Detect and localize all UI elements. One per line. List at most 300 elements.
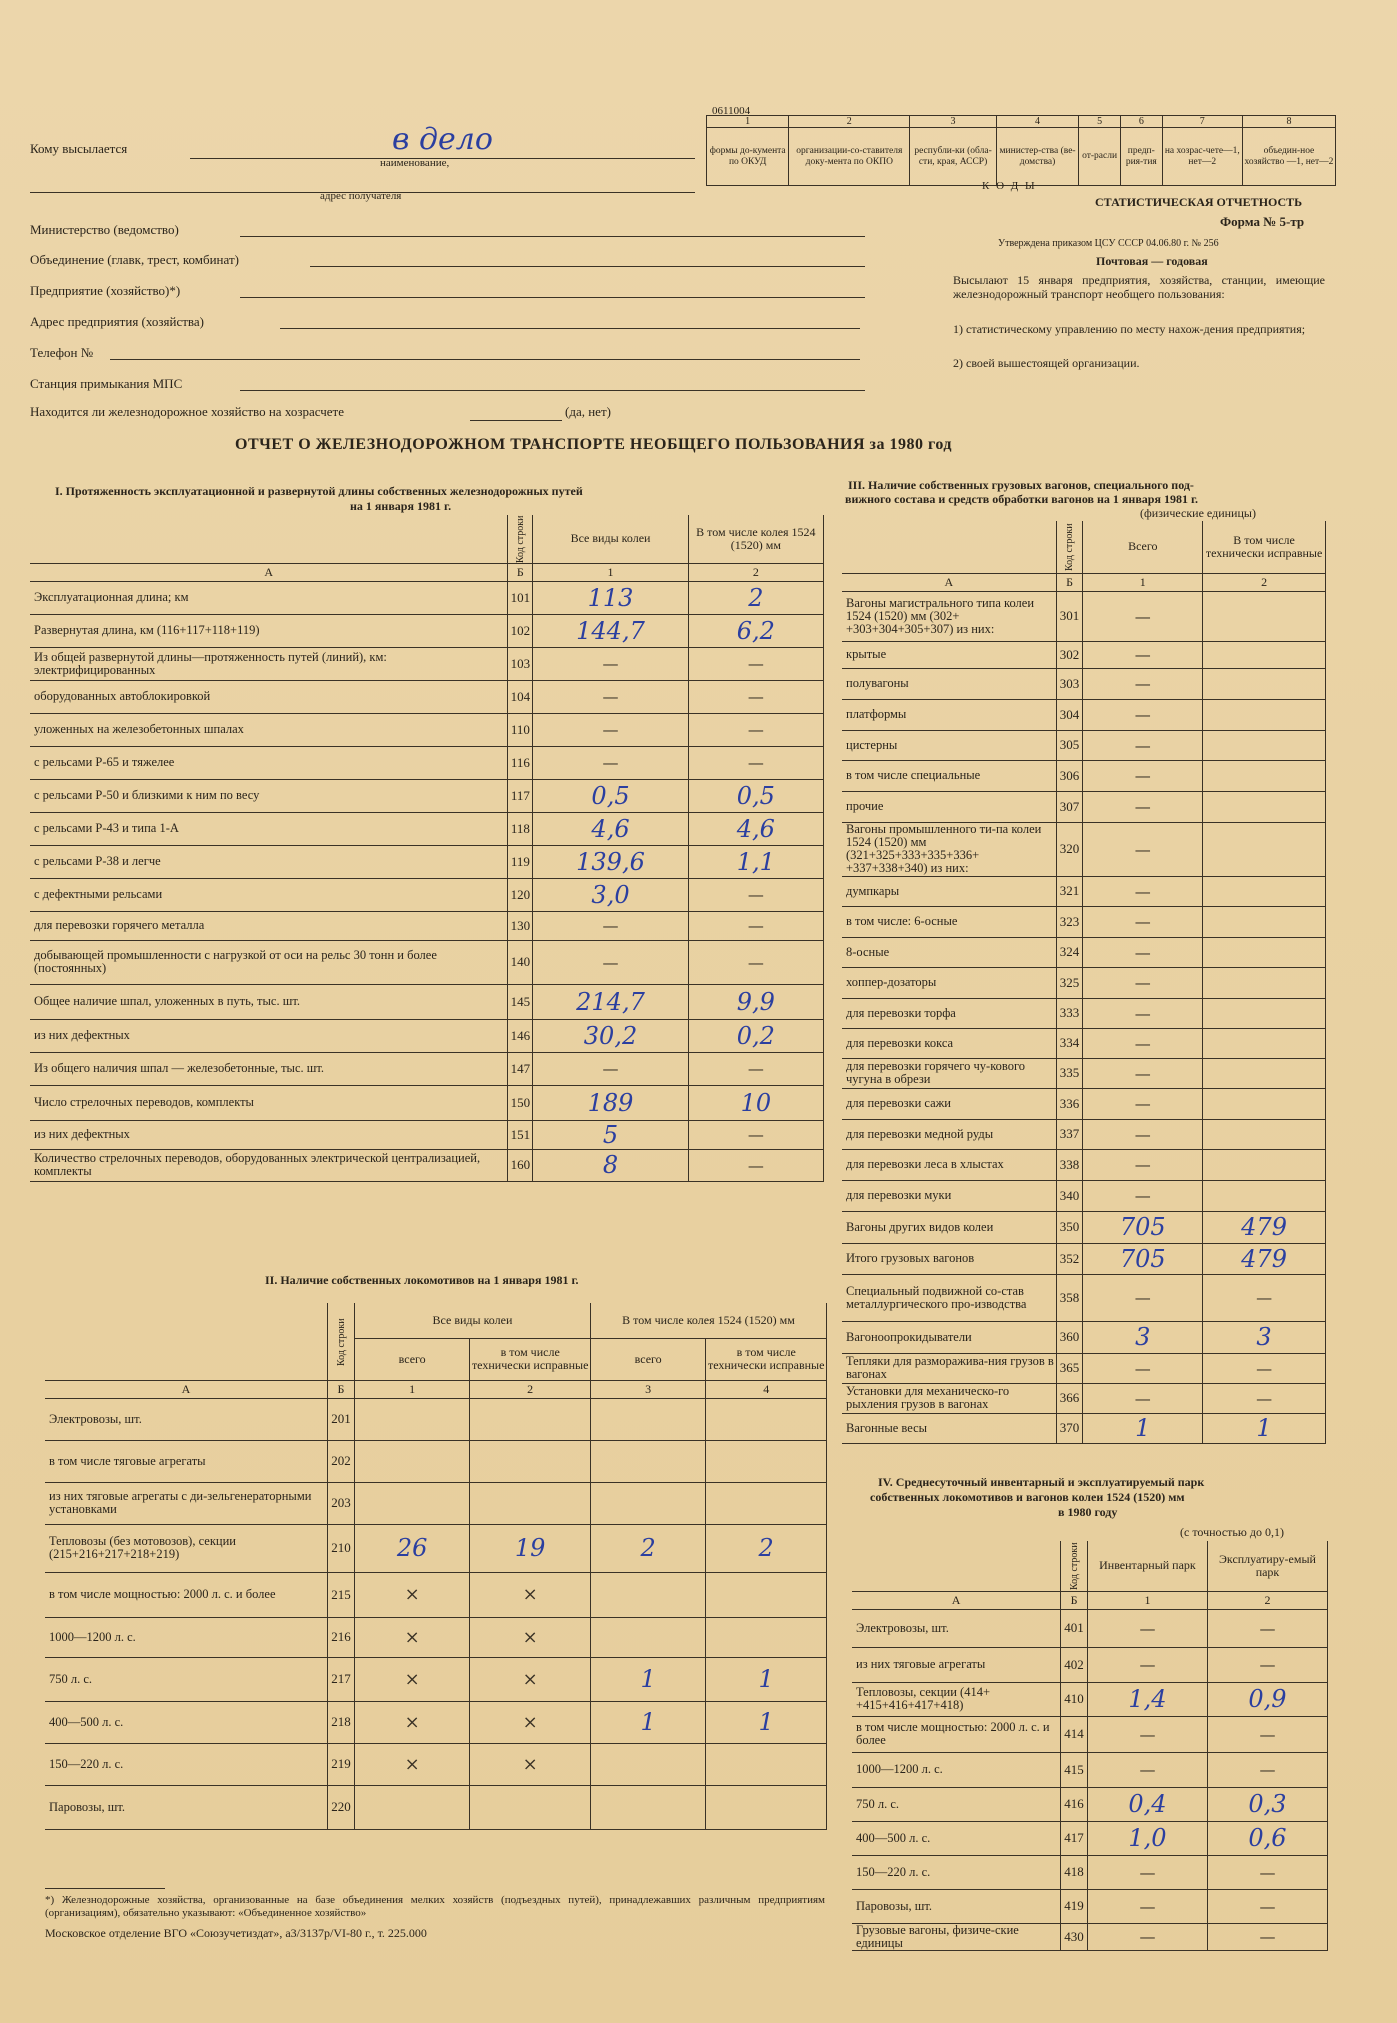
row-value-1-text: —	[1134, 973, 1151, 992]
row-value-1-text: —	[1134, 1033, 1151, 1053]
row-value-1-text: —	[1134, 912, 1151, 931]
row-value-1	[1087, 1647, 1207, 1682]
row-value-3	[590, 1785, 705, 1829]
row-value-1	[1083, 1211, 1203, 1243]
table-row	[30, 614, 824, 647]
row-value-2-text: ×	[522, 1711, 538, 1733]
row-code: 220	[328, 1785, 355, 1829]
row-code: 160	[508, 1149, 533, 1181]
row-value-4	[706, 1701, 827, 1743]
row-value-2	[470, 1701, 591, 1743]
row-label: Количество стрелочных переводов, оборудованных электрической централизацией, комплекты	[30, 1149, 508, 1181]
code-col-num: 2	[789, 116, 910, 128]
table-row	[842, 1180, 1326, 1211]
field-label: Станция примыкания МПС	[30, 376, 183, 391]
table-row	[842, 998, 1326, 1028]
row-code: 402	[1061, 1647, 1088, 1682]
row-value-3	[590, 1743, 705, 1785]
row-label: Электровозы, шт.	[45, 1398, 328, 1440]
field-line	[240, 297, 865, 298]
row-label: Из общей развернутой длины—протяженность путей (линий), км: электрифицированных	[30, 647, 508, 680]
row-value-2	[688, 581, 823, 614]
table-row	[45, 1657, 827, 1701]
row-code: 116	[508, 746, 533, 779]
row-value-1	[533, 878, 688, 911]
table-row	[842, 1028, 1326, 1058]
row-value-4	[706, 1785, 827, 1829]
row-value-1-text: 1,4	[1128, 1685, 1167, 1713]
row-value-3	[590, 1617, 705, 1657]
s4-title-l3: в 1980 году	[1058, 1505, 1118, 1519]
table-row	[45, 1398, 827, 1440]
row-label: из них дефектных	[30, 1019, 508, 1052]
row-value-1	[354, 1440, 469, 1482]
table-row	[30, 1149, 824, 1181]
section4-table	[852, 1541, 1328, 1951]
row-code: 358	[1056, 1274, 1083, 1321]
row-value-1-text: —	[1134, 735, 1151, 755]
table-row	[842, 1321, 1326, 1353]
row-value-1	[533, 940, 688, 984]
row-value-1-text: —	[1139, 1618, 1156, 1638]
table-row	[45, 1701, 827, 1743]
row-value-1	[1083, 791, 1203, 822]
row-code: 145	[508, 984, 533, 1019]
sub-total-header: всего	[354, 1338, 469, 1380]
row-label: оборудованных автоблокировкой	[30, 680, 508, 713]
row-code: 419	[1061, 1889, 1088, 1923]
selfaccounting-label: Находится ли железнодорожное хозяйство на хозрасчете	[30, 404, 344, 419]
row-value-4-text: 1	[758, 1665, 774, 1693]
row-code: 102	[508, 614, 533, 647]
s4-title-l2: собственных локомотивов и вагонов колеи 1524 (1520) мм	[870, 1490, 1185, 1504]
table-row	[30, 581, 824, 614]
table-row	[842, 1413, 1326, 1443]
row-value-1	[1087, 1752, 1207, 1787]
row-value-4	[706, 1524, 827, 1572]
row-label: Паровозы, шт.	[852, 1889, 1061, 1923]
col-code-header: Код строки	[1061, 1541, 1088, 1591]
row-value-1	[1087, 1923, 1207, 1950]
table-row	[842, 1211, 1326, 1243]
row-value-1-text: 113	[587, 583, 634, 612]
table-row	[45, 1482, 827, 1524]
row-value-2	[1203, 760, 1326, 791]
col2-header: Эксплуатиру-емый парк	[1207, 1541, 1327, 1591]
row-value-1-text: —	[602, 654, 619, 674]
recipient-label: Кому высылается	[30, 141, 128, 156]
row-value-1-text: ×	[404, 1626, 420, 1648]
table-row	[842, 1058, 1326, 1088]
row-code: 306	[1056, 760, 1083, 791]
row-value-1	[354, 1785, 469, 1829]
row-value-2	[470, 1785, 591, 1829]
row-code: 370	[1056, 1413, 1083, 1443]
section1-table	[30, 515, 824, 1182]
row-value-2	[1207, 1647, 1327, 1682]
row-value-2	[688, 680, 823, 713]
idx-1: 1	[1083, 573, 1203, 591]
row-label: в том числе мощностью: 2000 л. с. и более	[852, 1716, 1061, 1752]
row-code: 321	[1056, 876, 1083, 906]
row-code: 320	[1056, 822, 1083, 876]
row-label: 150—220 л. с.	[45, 1743, 328, 1785]
row-value-2	[1203, 822, 1326, 876]
row-label: 8-осные	[842, 937, 1056, 967]
row-value-2	[1203, 998, 1326, 1028]
code-col-num: 7	[1162, 116, 1242, 128]
field-line	[310, 266, 865, 267]
row-value-3-text: 1	[640, 1708, 656, 1736]
row-value-2	[1203, 668, 1326, 699]
row-value-1-text: —	[602, 916, 619, 936]
row-value-1	[354, 1524, 469, 1572]
row-value-2-text: —	[747, 916, 764, 936]
row-value-2-text: 0,3	[1248, 1790, 1287, 1818]
row-label: 1000—1200 л. с.	[45, 1617, 328, 1657]
row-value-1	[354, 1701, 469, 1743]
row-value-1-text: —	[602, 687, 619, 707]
row-value-1-text: —	[1134, 1155, 1151, 1174]
s3-unit: (физические единицы)	[1140, 506, 1256, 520]
row-code: 350	[1056, 1211, 1083, 1243]
row-value-2-text: —	[747, 1125, 764, 1145]
row-label: в том числе мощностью: 2000 л. с. и более	[45, 1572, 328, 1617]
code-col-text: республи-ки (обла-сти, края, АССР)	[910, 128, 997, 186]
col1-header: Все виды колеи	[533, 515, 688, 563]
row-value-1	[1083, 998, 1203, 1028]
row-code: 217	[328, 1657, 355, 1701]
code-col-text: организации-со-ставителя доку-мента по ОКПО	[789, 128, 910, 186]
col1-header: Инвентарный парк	[1087, 1541, 1207, 1591]
row-value-2-text: 479	[1241, 1213, 1287, 1241]
row-code: 360	[1056, 1321, 1083, 1353]
row-value-2	[1207, 1716, 1327, 1752]
row-label: 1000—1200 л. с.	[852, 1752, 1061, 1787]
table-row	[842, 1353, 1326, 1383]
idx-1: 1	[533, 563, 688, 581]
row-value-1-text: —	[602, 952, 619, 972]
row-value-2-text: —	[1259, 1655, 1276, 1674]
code-col-num: 6	[1120, 116, 1162, 128]
table-row	[842, 1149, 1326, 1180]
row-value-1	[533, 1052, 688, 1085]
field-label: Объединение (главк, трест, комбинат)	[30, 252, 239, 267]
row-value-1-text: —	[1134, 1124, 1151, 1144]
row-value-2	[1203, 1353, 1326, 1383]
row-value-1-text: —	[602, 720, 619, 740]
row-code: 130	[508, 911, 533, 940]
row-label: хоппер-дозаторы	[842, 967, 1056, 998]
row-value-1	[533, 911, 688, 940]
sub-ok-header: в том числе технически исправные	[470, 1338, 591, 1380]
group2-header: В том числе колея 1524 (1520) мм	[590, 1303, 826, 1338]
row-value-3	[590, 1657, 705, 1701]
s1-title-l1: I. Протяженность эксплуатационной и развернутой длины собственных железнодорожных путей	[55, 484, 583, 498]
row-label: из них дефектных	[30, 1120, 508, 1149]
table-row	[30, 878, 824, 911]
row-value-1	[1083, 1088, 1203, 1119]
row-value-1	[1087, 1889, 1207, 1923]
row-code: 303	[1056, 668, 1083, 699]
row-value-1	[533, 680, 688, 713]
row-code: 201	[328, 1398, 355, 1440]
row-value-1	[533, 845, 688, 878]
recipient-value: в дело	[392, 122, 493, 157]
row-value-1-text: —	[1134, 942, 1151, 962]
row-code: 119	[508, 845, 533, 878]
row-value-2-text: —	[747, 753, 764, 773]
row-value-1	[533, 1019, 688, 1052]
table-row	[45, 1524, 827, 1572]
row-label: с рельсами Р-43 и типа 1-А	[30, 812, 508, 845]
row-value-2-text: 479	[1241, 1244, 1287, 1273]
row-value-2	[1203, 1243, 1326, 1274]
row-value-2-text: 0,6	[1248, 1824, 1287, 1852]
table-row	[842, 591, 1326, 641]
code-col-text: предп-рия-тия	[1120, 128, 1162, 186]
col1-header: Всего	[1083, 521, 1203, 573]
section3-table	[842, 521, 1326, 1444]
row-label: Из общего наличия шпал — железобетонные, тыс. шт.	[30, 1052, 508, 1085]
row-code: 366	[1056, 1383, 1083, 1413]
row-label: для перевозки сажи	[842, 1088, 1056, 1119]
s3-title-l2: вижного состава и средств обработки вагонов на 1 января 1981 г.	[845, 492, 1199, 506]
row-code: 338	[1056, 1149, 1083, 1180]
row-value-1-text: ×	[404, 1584, 420, 1605]
row-value-2-text: —	[747, 885, 764, 905]
table-row	[842, 760, 1326, 791]
row-value-2	[688, 1149, 823, 1181]
s4-title-l1: IV. Среднесуточный инвентарный и эксплуатируемый парк	[878, 1475, 1205, 1489]
row-label: Тепловозы, секции (414+ +415+416+417+418)	[852, 1682, 1061, 1716]
row-value-2	[1203, 1413, 1326, 1443]
row-code: 101	[508, 581, 533, 614]
row-label: в том числе тяговые агрегаты	[45, 1440, 328, 1482]
field-line	[240, 390, 865, 391]
row-value-1-text: 214,7	[576, 987, 645, 1016]
idx-0: А	[45, 1380, 328, 1398]
row-value-2	[1203, 641, 1326, 668]
idx-b: Б	[1056, 573, 1083, 591]
table-row	[30, 1085, 824, 1120]
code-col-num: 1	[707, 116, 789, 128]
row-value-1-text: 144,7	[576, 616, 645, 645]
row-value-2	[688, 1052, 823, 1085]
table-row	[842, 641, 1326, 668]
table-row	[30, 940, 824, 984]
table-row	[30, 984, 824, 1019]
table-row	[30, 911, 824, 940]
row-value-2-text: 1	[1256, 1414, 1272, 1442]
table-row	[852, 1821, 1328, 1855]
s2-title: II. Наличие собственных локомотивов на 1 января 1981 г.	[265, 1273, 579, 1287]
row-value-2-text: 0,2	[736, 1021, 775, 1050]
row-value-2-text: 4,6	[736, 814, 775, 843]
row-code: 151	[508, 1120, 533, 1149]
row-label: Специальный подвижной со-став металлургического про-изводства	[842, 1274, 1056, 1321]
row-value-2	[1203, 1383, 1326, 1413]
idx-b: Б	[508, 563, 533, 581]
row-value-1	[1087, 1787, 1207, 1821]
row-code: 203	[328, 1482, 355, 1524]
row-value-3	[590, 1440, 705, 1482]
row-code: 120	[508, 878, 533, 911]
row-value-2-text: —	[1259, 1760, 1276, 1779]
row-value-2-text: —	[1259, 1927, 1276, 1946]
table-row	[30, 713, 824, 746]
row-label: Вагоны других видов колеи	[842, 1211, 1056, 1243]
idx-4: 3	[590, 1380, 705, 1398]
row-value-4	[706, 1482, 827, 1524]
code-col-num: 4	[996, 116, 1078, 128]
field-label: Телефон №	[30, 345, 94, 360]
row-code: 430	[1061, 1923, 1088, 1950]
row-value-2	[1203, 1119, 1326, 1149]
row-value-2-text: ×	[522, 1668, 538, 1690]
col-code-header: Код строки	[1056, 521, 1083, 573]
row-code: 324	[1056, 937, 1083, 967]
row-value-2	[688, 911, 823, 940]
table-row	[30, 680, 824, 713]
table-row	[45, 1743, 827, 1785]
row-value-1	[533, 746, 688, 779]
form-info-para: Высылают 15 января предприятия, хозяйства, станции, имеющие железнодорожный транспорт необщего пользования:	[953, 273, 1325, 301]
table-row	[842, 1088, 1326, 1119]
idx-a: А	[30, 563, 508, 581]
col-code-header: Код строки	[508, 515, 533, 563]
form-info-line3: Утверждена приказом ЦСУ СССР 04.06.80 г. № 256	[998, 238, 1219, 249]
field-label: Министерство (ведомство)	[30, 222, 179, 237]
idx-2: 1	[354, 1380, 469, 1398]
row-value-2	[688, 1120, 823, 1149]
group1-header: Все виды колеи	[354, 1303, 590, 1338]
code-col-num: 5	[1079, 116, 1121, 128]
row-code: 325	[1056, 967, 1083, 998]
row-value-3	[590, 1524, 705, 1572]
row-value-1-text: 139,6	[576, 847, 645, 876]
report-title: ОТЧЕТ О ЖЕЛЕЗНОДОРОЖНОМ ТРАНСПОРТЕ НЕОБЩЕГО ПОЛЬЗОВАНИЯ за 1980 год	[235, 436, 952, 453]
row-value-2	[1203, 1028, 1326, 1058]
row-value-2	[688, 878, 823, 911]
row-value-1-text: —	[1139, 1655, 1156, 1674]
row-value-1	[1083, 1243, 1203, 1274]
row-value-2	[1203, 876, 1326, 906]
row-label: цистерны	[842, 730, 1056, 760]
row-label: думпкары	[842, 876, 1056, 906]
row-code: 414	[1061, 1716, 1088, 1752]
row-code: 336	[1056, 1088, 1083, 1119]
row-value-1-text: —	[1134, 839, 1151, 859]
table-row	[842, 668, 1326, 699]
table-row	[852, 1923, 1328, 1950]
table-row	[842, 1243, 1326, 1274]
row-value-1-text: —	[602, 1059, 619, 1079]
row-label: с дефектными рельсами	[30, 878, 508, 911]
row-code: 146	[508, 1019, 533, 1052]
row-value-1	[1083, 1058, 1203, 1088]
row-code: 333	[1056, 998, 1083, 1028]
row-value-1-text: 26	[396, 1534, 428, 1562]
header-blank	[852, 1541, 1061, 1591]
row-value-1-text: 30,2	[583, 1021, 638, 1050]
row-value-2	[1207, 1923, 1327, 1950]
table-row	[852, 1716, 1328, 1752]
codes-table	[706, 115, 1336, 186]
table-row	[842, 791, 1326, 822]
row-value-1	[533, 647, 688, 680]
row-code: 415	[1061, 1752, 1088, 1787]
code-col-num: 3	[910, 116, 997, 128]
row-value-3	[590, 1398, 705, 1440]
row-value-2	[1203, 791, 1326, 822]
idx-a: А	[842, 573, 1056, 591]
table-row	[842, 822, 1326, 876]
row-code: 335	[1056, 1058, 1083, 1088]
row-value-1	[1083, 1353, 1203, 1383]
name-caption: наименование,	[380, 157, 450, 169]
row-code: 218	[328, 1701, 355, 1743]
row-value-1	[1083, 668, 1203, 699]
form-info-line4: Почтовая — годовая	[1096, 254, 1208, 268]
row-value-2-text: 19	[514, 1534, 546, 1562]
row-value-1-text: —	[1134, 797, 1151, 816]
row-value-1-text: 4,6	[591, 814, 630, 843]
row-value-2	[688, 746, 823, 779]
row-value-2	[470, 1617, 591, 1657]
row-value-1-text: —	[1134, 705, 1151, 724]
row-value-2	[1203, 1180, 1326, 1211]
row-code: 219	[328, 1743, 355, 1785]
row-label: с рельсами Р-38 и легче	[30, 845, 508, 878]
table-row	[852, 1682, 1328, 1716]
row-value-1	[1083, 1274, 1203, 1321]
row-value-1-text: ×	[404, 1711, 420, 1733]
row-value-3-text: 1	[640, 1665, 656, 1693]
row-code: 103	[508, 647, 533, 680]
row-value-2	[1203, 591, 1326, 641]
row-value-2-text: 1,1	[736, 847, 775, 876]
table-row	[30, 845, 824, 878]
s3-title-l1: III. Наличие собственных грузовых вагонов, специального под-	[848, 478, 1194, 492]
form-info-line1: СТАТИСТИЧЕСКАЯ ОТЧЕТНОСТЬ	[1095, 195, 1303, 209]
row-label: Паровозы, шт.	[45, 1785, 328, 1829]
row-value-4	[706, 1440, 827, 1482]
row-label: с рельсами Р-65 и тяжелее	[30, 746, 508, 779]
row-label: в том числе специальные	[842, 760, 1056, 791]
idx-2: 2	[1207, 1591, 1327, 1609]
row-value-1-text: ×	[404, 1668, 420, 1690]
table-row	[45, 1572, 827, 1617]
col-code-header: Код строки	[328, 1303, 355, 1380]
row-code: 104	[508, 680, 533, 713]
row-value-2	[688, 984, 823, 1019]
field-label: Адрес предприятия (хозяйства)	[30, 314, 204, 329]
row-code: 307	[1056, 791, 1083, 822]
row-value-2	[1203, 1274, 1326, 1321]
s4-precision: (с точностью до 0,1)	[1180, 1525, 1284, 1539]
row-value-2	[1207, 1889, 1327, 1923]
row-value-2-text: —	[1259, 1896, 1276, 1916]
field-line	[110, 359, 860, 360]
row-label: 400—500 л. с.	[45, 1701, 328, 1743]
row-label: Вагоны промышленного ти-па колеи 1524 (1520) мм (321+325+333+335+336+ +337+338+340) из них:	[842, 822, 1056, 876]
row-value-2-text: —	[1256, 1358, 1273, 1378]
row-code: 150	[508, 1085, 533, 1120]
code-col-text: от-расли	[1079, 128, 1121, 186]
table-row	[30, 746, 824, 779]
row-value-3	[590, 1482, 705, 1524]
